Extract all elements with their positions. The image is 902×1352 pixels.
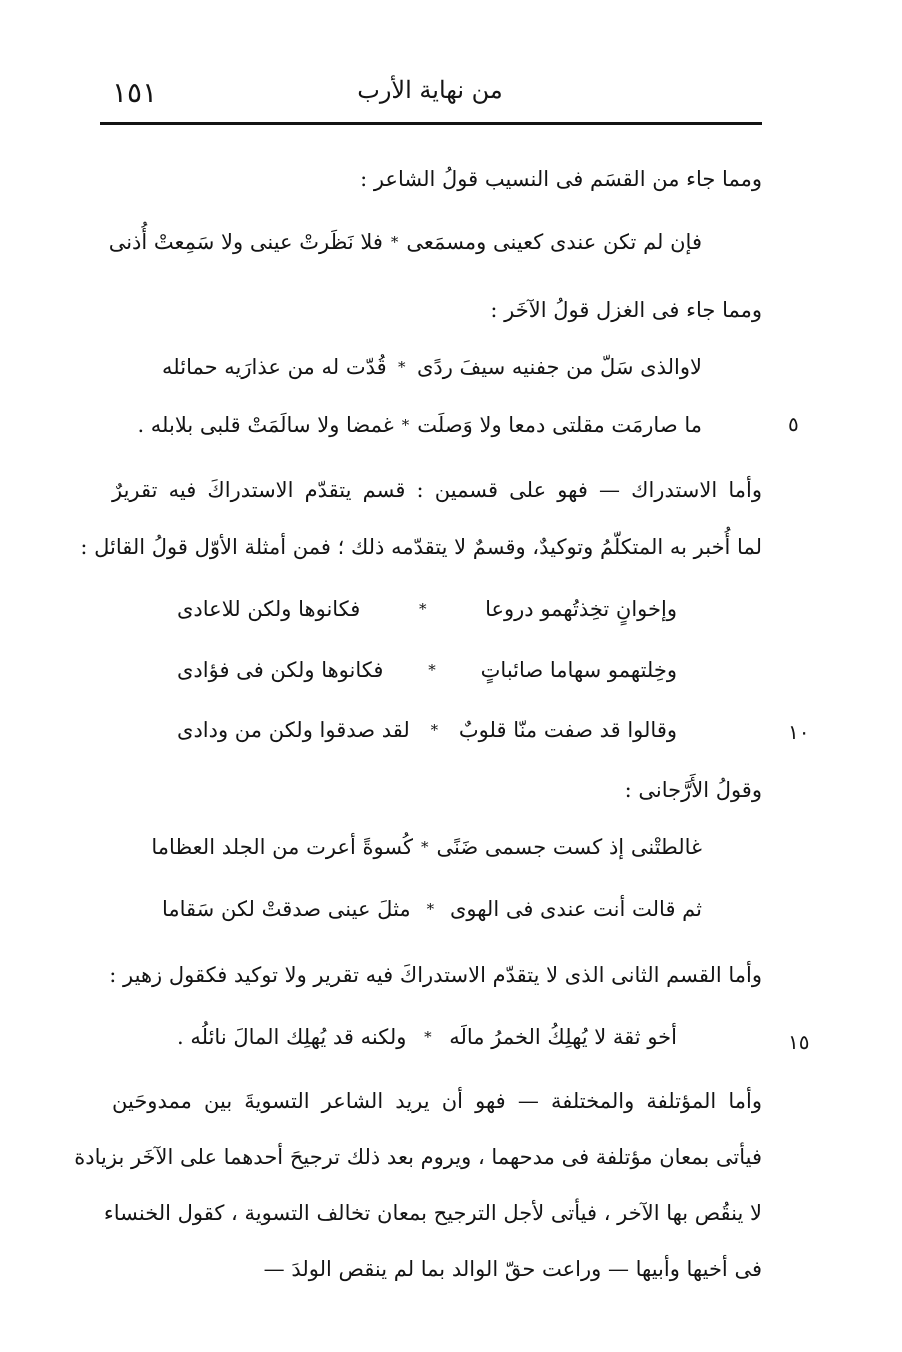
verse-line [151, 830, 702, 864]
text-line: ومما جاء من القسَم فى النسيب قولُ الشاعر : [360, 167, 762, 191]
verse-line [162, 350, 702, 384]
running-title: من نهاية الأرب [357, 76, 503, 104]
verse-first-hemistich: وقالوا قد صفت منّا قلوبٌ [458, 718, 677, 742]
text-line: ومما جاء فى الغزل قولُ الآخَر : [490, 298, 762, 322]
verse-second-hemistich: غمضا ولا سالَمَتْ قلبى بلابله . [137, 413, 394, 437]
verse-line [177, 592, 677, 626]
verse-first-hemistich: أخو ثقة لا يُهلِكُ الخمرُ مالَه [449, 1025, 677, 1049]
verse-line [108, 225, 702, 259]
verse-line [177, 653, 677, 687]
verse-line [177, 1020, 677, 1054]
verse-first-hemistich: وإخوانٍ تخِذتُهمو دروعا [485, 597, 677, 621]
verse-first-hemistich: فإن لم تكن عندى كعينى ومسمَعى [406, 230, 702, 254]
verse-separator: * [430, 721, 439, 739]
verse-separator: * [401, 416, 410, 434]
text-line: فى أخيها وأبيها — وراعت حقّ الوالد بما لم ينقص الولدَ — [263, 1257, 762, 1281]
verse-second-hemistich: كُسوةً أعرت من الجلد العظاما [151, 835, 414, 859]
verse-first-hemistich: غالطتْنى إذ كست جسمى ضَنًى [436, 835, 702, 859]
verse-second-hemistich: مثلَ عينى صدقتْ لكن سَقاما [162, 897, 411, 921]
verse-second-hemistich: فلا نَظَرتْ عينى ولا سَمِعتْ أُذنى [108, 230, 383, 254]
verse-separator: * [424, 1028, 432, 1046]
verse-first-hemistich: ما صارمَت مقلتى دمعا ولا وَصلَت [417, 413, 702, 437]
verse-line [162, 892, 702, 926]
text-line: وأما المؤتلفة والمختلفة — فهو أن يريد الشاعر التسويةَ بين ممدوحَين [112, 1089, 762, 1113]
page-header [100, 72, 760, 122]
verse-first-hemistich: ثم قالت أنت عندى فى الهوى [449, 897, 702, 921]
line-number-marker: ٥ [788, 412, 799, 436]
verse-line [177, 713, 677, 747]
verse-second-hemistich: فكانوها ولكن للاعادى [177, 597, 361, 621]
line-number-marker: ١٥ [788, 1030, 810, 1054]
header-rule [100, 122, 762, 125]
verse-separator: * [428, 661, 436, 679]
verse-second-hemistich: فكانوها ولكن فى فؤادى [177, 658, 384, 682]
text-line: وأما الاستدراك — فهو على قسمين : قسم يتقدّم الاستدراكَ فيه تقريرٌ [112, 478, 762, 502]
verse-separator: * [398, 358, 406, 376]
verse-separator: * [418, 600, 427, 618]
text-line: فيأتى بمعان مؤتلفة فى مدحهما ، ويروم بعد ذلك ترجيحَ أحدهما على الآخَر بزيادة [74, 1145, 762, 1169]
text-line: وقولُ الأَرَّجانى : [624, 778, 762, 802]
text-line: لا ينقُص بها الآخر ، فيأتى لأجل الترجيح بمعان تخالف التسوية ، كقول الخنساء [103, 1201, 762, 1225]
verse-first-hemistich: وخِلتهمو سهاما صائباتٍ [480, 658, 677, 682]
verse-separator: * [390, 233, 399, 251]
verse-first-hemistich: لاوالذى سَلّ من جفنيه سيفَ ردًى [416, 355, 702, 379]
text-line: لما أُخبر به المتكلّمُ وتوكيدٌ، وقسمٌ لا يتقدّمه ذلك ؛ فمن أمثلة الأوّل قولُ القائل : [80, 535, 762, 559]
verse-second-hemistich: لقد صدقوا ولكن من ودادى [177, 718, 410, 742]
page-number: ١٥١ [112, 76, 158, 109]
verse-second-hemistich: ولكنه قد يُهلِك المالَ نائلُه . [177, 1025, 407, 1049]
verse-line [137, 408, 702, 442]
verse-second-hemistich: قُدّت له من عذارَيه حمائله [162, 355, 387, 379]
verse-separator: * [426, 900, 435, 918]
line-number-marker: ١٠ [788, 720, 810, 744]
verse-separator: * [421, 838, 429, 856]
text-line: وأما القسم الثانى الذى لا يتقدّم الاستدراكَ فيه تقرير ولا توكيد فكقول زهير : [109, 963, 762, 987]
